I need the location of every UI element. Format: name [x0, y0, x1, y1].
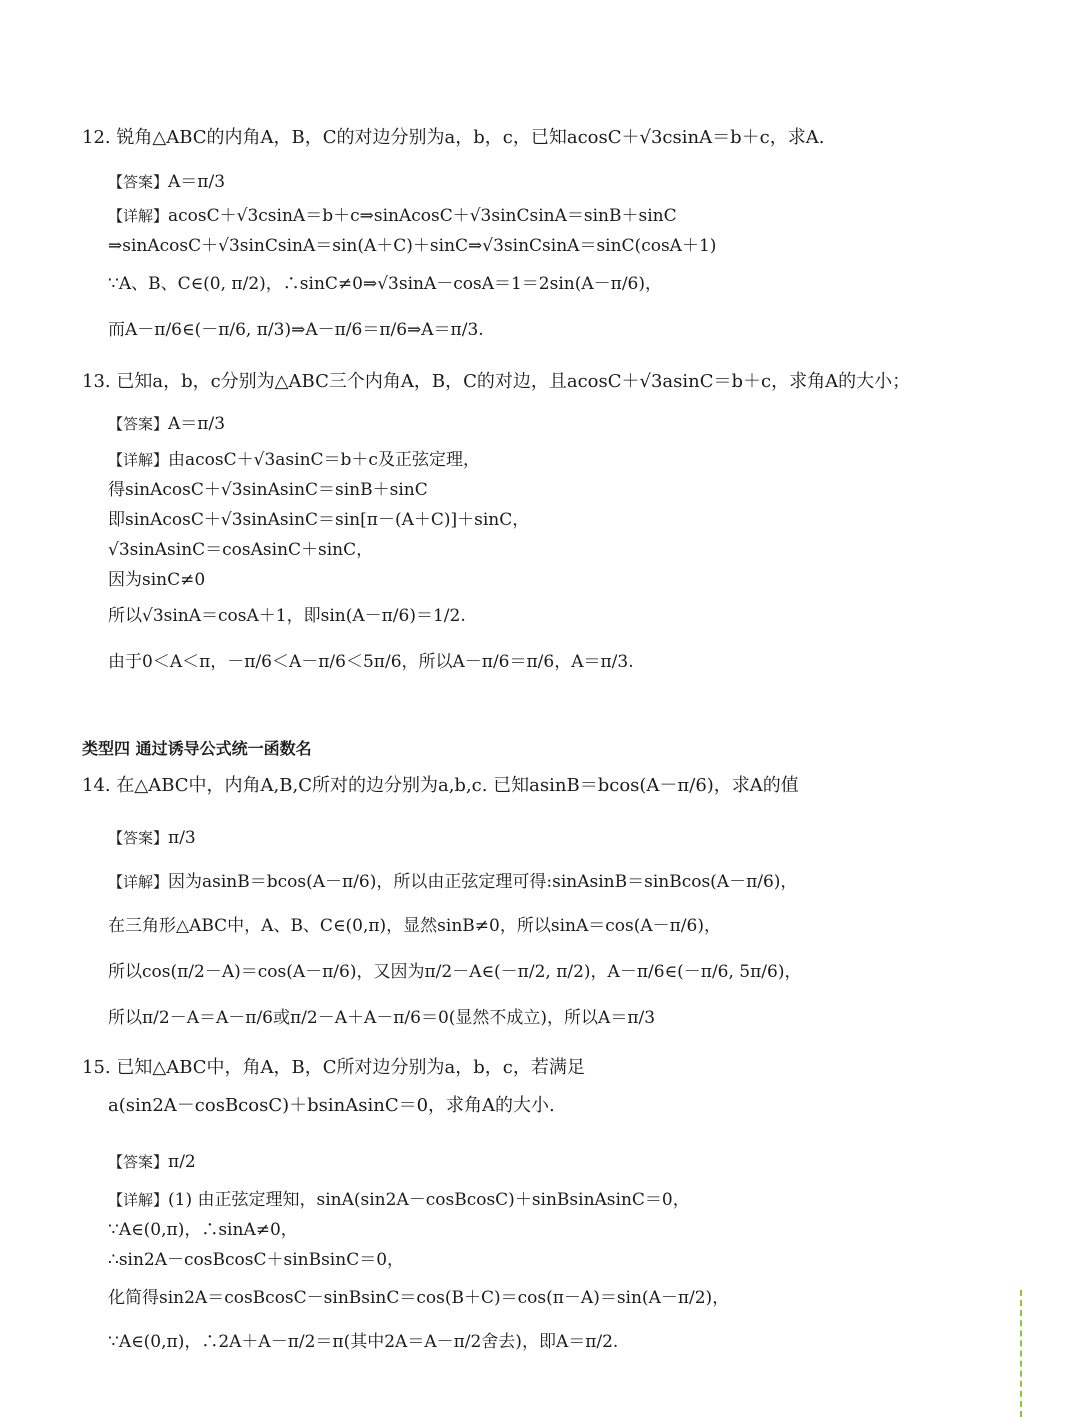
q15-detail-2: ∵A∈(0,π)，∴sinA≠0，: [108, 1220, 298, 1240]
q12-detail-1: 【详解】acosC＋√3csinA＝b＋c⇒sinAcosC＋√3sinCsinA＝sinB＋sinC: [108, 206, 677, 226]
answer-tag: 【答案】: [108, 1153, 169, 1171]
answer-tag: 【答案】: [108, 173, 169, 191]
q13-detail-6: 所以√3sinA＝cosA＋1，即sin(A－π/6)＝1/2.: [108, 606, 466, 626]
q15-detail-4: 化简得sin2A＝cosBcosC－sinBsinC＝cos(B＋C)＝cos(π－A)＝sin(A－π/2)，: [108, 1288, 730, 1308]
q14-answer: [108, 826, 196, 850]
detail-tag: 【详解】: [108, 1191, 169, 1209]
q14-detail-4: 所以π/2－A＝A－π/6或π/2－A＋A－π/6＝0(显然不成立)，所以A＝π/3: [108, 1008, 656, 1028]
q15-detail-3: ∴sin2A－cosBcosC＋sinBsinC＝0，: [108, 1250, 405, 1270]
q12-detail-4: 而A－π/6∈(－π/6, π/3)⇒A－π/6＝π/6⇒A＝π/3.: [108, 320, 484, 340]
page-edge-dashed-line: [1020, 1290, 1022, 1417]
q12-detail-3: ∵A、B、C∈(0, π/2)，∴sinC≠0⇒√3sinA－cosA＝1＝2sin(A－π/6)，: [108, 274, 662, 294]
q12-answer: [108, 170, 225, 194]
q15-detail-5: ∵A∈(0,π)，∴2A＋A－π/2＝π(其中2A＝A－π/2舍去)，即A＝π/2.: [108, 1332, 619, 1352]
answer-text: A＝π/3: [168, 414, 226, 434]
answer-text: π/2: [168, 1152, 196, 1172]
q13-stem: 13. 已知a，b，c分别为△ABC三个内角A，B，C的对边，且acosC＋√3asinC＝b＋c，求角A的大小；: [82, 371, 911, 392]
detail-tag: 【详解】: [108, 207, 169, 225]
q15-stem: 15. 已知△ABC中，角A，B，C所对边分别为a，b，c，若满足: [82, 1057, 585, 1078]
q13-detail-3: 即sinAcosC＋√3sinAsinC＝sin[π－(A＋C)]＋sinC，: [108, 510, 530, 530]
q13-detail-2: 得sinAcosC＋√3sinAsinC＝sinB＋sinC: [108, 480, 428, 500]
q14-detail-1: 【详解】因为asinB＝bcos(A－π/6)，所以由正弦定理可得:sinAsinB＝sinBcos(A－π/6)，: [108, 872, 798, 892]
q15-stem-2: a(sin2A－cosBcosC)＋bsinAsinC＝0，求角A的大小.: [108, 1095, 555, 1116]
q14-detail-2: 在三角形△ABC中，A、B、C∈(0,π)，显然sinB≠0，所以sinA＝cos(A－π/6)，: [108, 916, 721, 936]
answer-text: A＝π/3: [168, 172, 226, 192]
q15-detail-1: 【详解】(1) 由正弦定理知，sinA(sin2A－cosBcosC)＋sinBsinAsinC＝0，: [108, 1190, 690, 1210]
q14-stem: 14. 在△ABC中，内角A,B,C所对的边分别为a,b,c. 已知asinB＝bcos(A－π/6)，求A的值: [82, 775, 799, 796]
q14-detail-3: 所以cos(π/2－A)＝cos(A－π/6)，又因为π/2－A∈(－π/2, π/2)，A－π/6∈(－π/6, 5π/6)，: [108, 962, 802, 982]
q13-detail-1: 【详解】由acosC＋√3asinC＝b＋c及正弦定理，: [108, 450, 480, 470]
q12-stem: 12. 锐角△ABC的内角A，B，C的对边分别为a，b，c，已知acosC＋√3csinA＝b＋c，求A.: [82, 127, 825, 148]
q13-detail-4: √3sinAsinC＝cosAsinC＋sinC，: [108, 540, 374, 560]
answer-text: π/3: [168, 828, 196, 848]
detail-tag: 【详解】: [108, 873, 169, 891]
answer-tag: 【答案】: [108, 829, 169, 847]
q13-answer: [108, 412, 225, 436]
answer-tag: 【答案】: [108, 415, 169, 433]
q13-detail-7: 由于0＜A＜π，－π/6＜A－π/6＜5π/6，所以A－π/6＝π/6，A＝π/3.: [108, 652, 634, 672]
q13-detail-5: 因为sinC≠0: [108, 570, 206, 590]
q12-detail-2: ⇒sinAcosC＋√3sinCsinA＝sin(A＋C)＋sinC⇒√3sinCsinA＝sinC(cosA＋1): [108, 236, 717, 256]
detail-tag: 【详解】: [108, 451, 169, 469]
section-title: 类型四 通过诱导公式统一函数名: [82, 739, 312, 758]
q15-answer: [108, 1150, 196, 1174]
